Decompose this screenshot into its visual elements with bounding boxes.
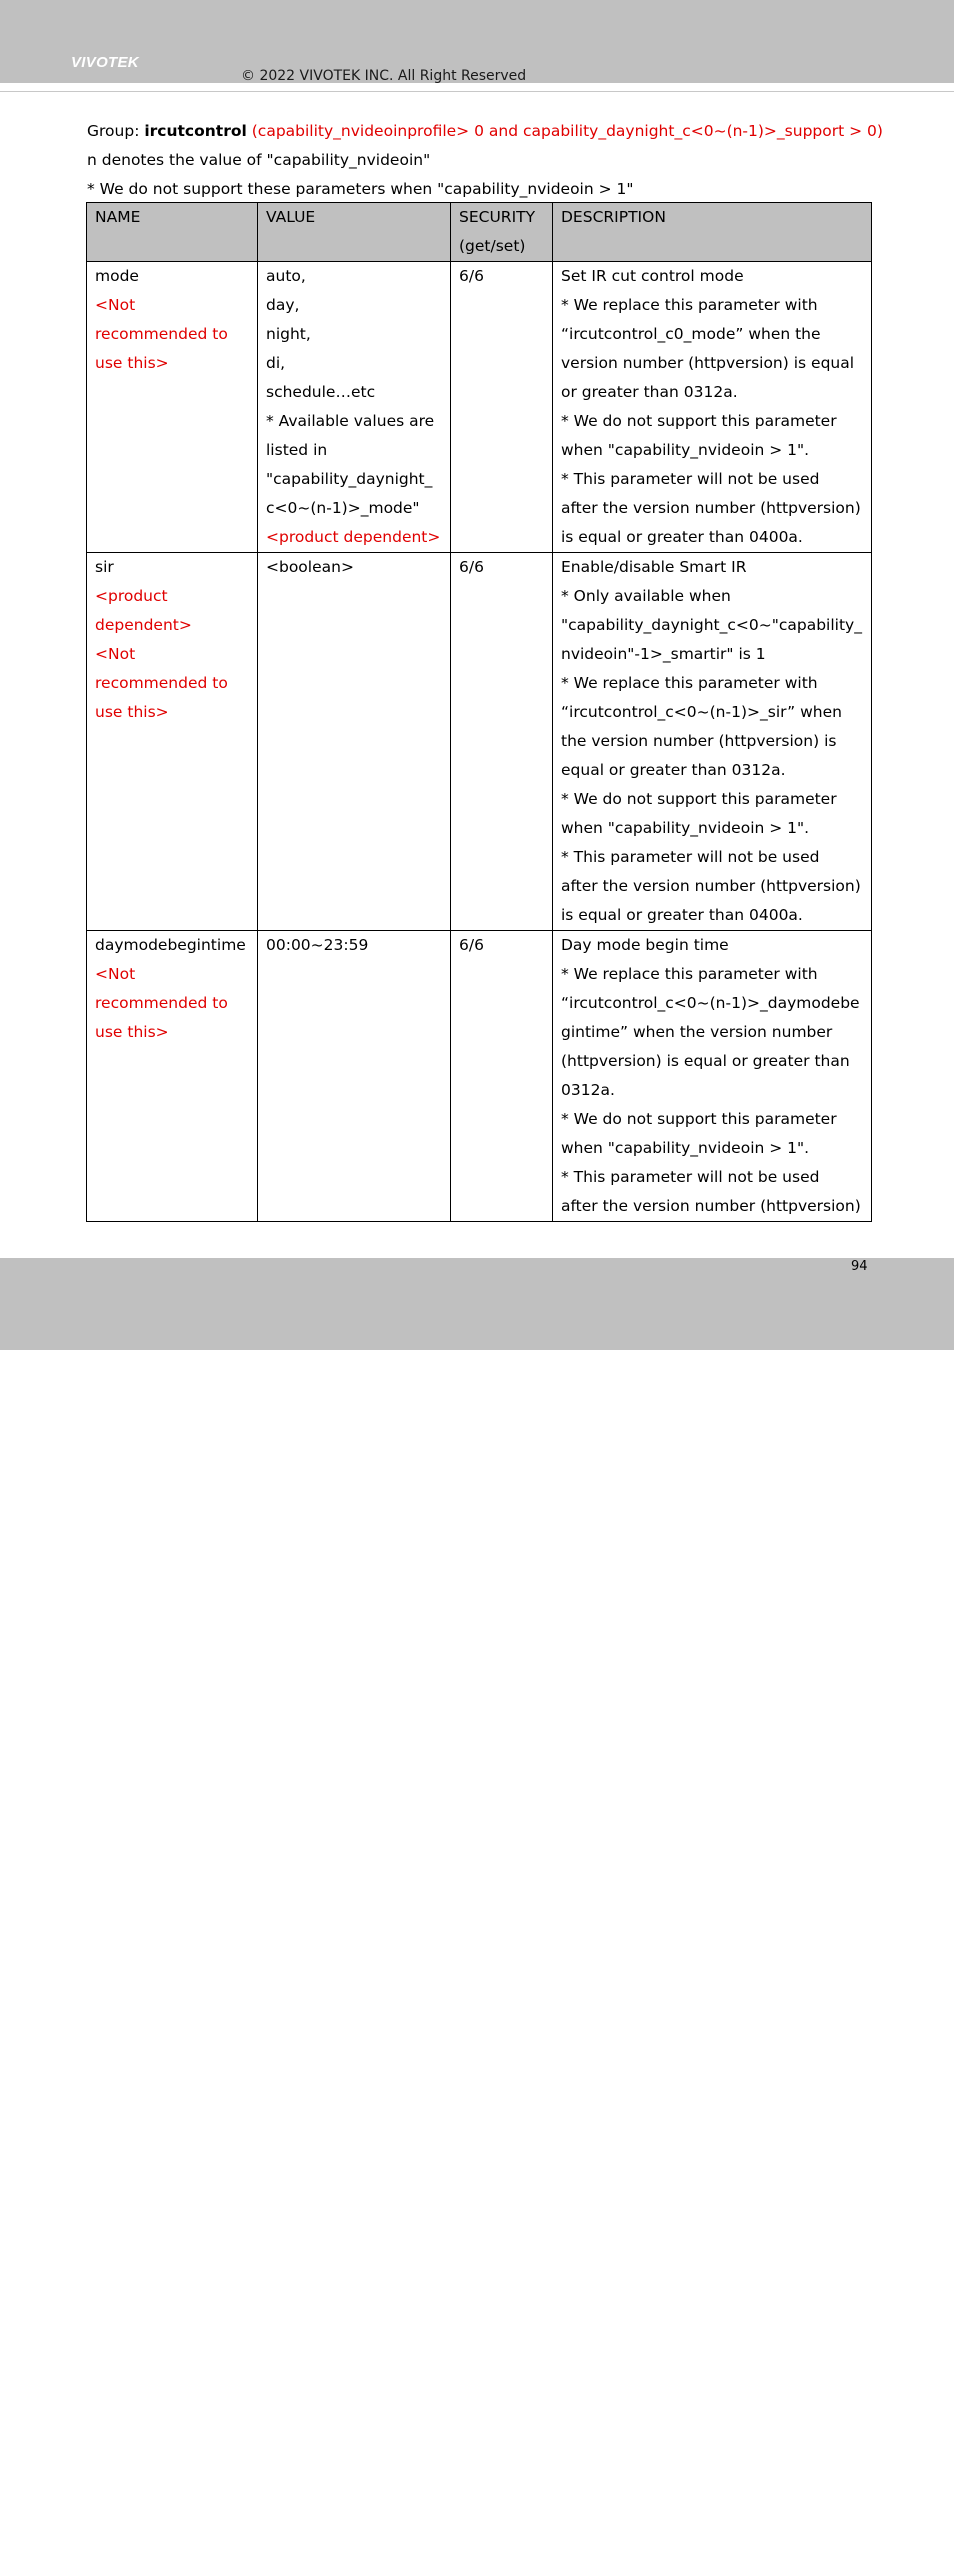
param-description-line: * Only available when (561, 587, 731, 605)
param-description-line: after the version number (httpversion) (561, 499, 861, 517)
cell-security (451, 553, 553, 931)
cell-description (553, 262, 872, 553)
param-value-line: schedule…etc (266, 383, 376, 401)
brand-logo-text: VIVOTEK (71, 54, 139, 71)
param-name-note: recommended to (95, 674, 228, 692)
param-value-line: c<0~(n-1)>_mode" (266, 499, 420, 517)
param-description-line: gintime” when the version number (561, 1023, 833, 1041)
param-description-line: “ircutcontrol_c<0~(n-1)>_daymodebe (561, 994, 860, 1012)
param-value-line: listed in (266, 441, 328, 459)
group-line (87, 117, 887, 146)
param-name-note: <Not (95, 645, 136, 663)
param-name-note: <Not (95, 965, 136, 983)
param-name-note: recommended to (95, 325, 228, 343)
group-condition: (capability_nvideoinprofile> 0 and capability_daynight_c<0~(n-1)>_support > 0) (246, 122, 883, 140)
param-description-line: nvideoin"-1>_smartir" is 1 (561, 645, 766, 663)
param-name-note: use this> (95, 1023, 169, 1041)
header-security-line2: (get/set) (459, 237, 526, 255)
param-security: 6/6 (459, 558, 484, 576)
copyright-text: © 2022 VIVOTEK INC. All Right Reserved (241, 68, 527, 84)
header-security-line1: SECURITY (459, 208, 536, 226)
cell-value (258, 931, 451, 1222)
page-header (0, 0, 954, 83)
param-description-line: “ircutcontrol_c<0~(n-1)>_sir” when (561, 703, 842, 721)
param-value-line: day, (266, 296, 300, 314)
param-description-line: version number (httpversion) is equal (561, 354, 855, 372)
param-value-line: auto, (266, 267, 306, 285)
param-description-line: * We do not support this parameter (561, 412, 837, 430)
group-intro (87, 117, 887, 204)
param-value-line: 00:00~23:59 (266, 936, 369, 954)
param-name: mode (95, 267, 139, 285)
param-description-line: * We replace this parameter with (561, 674, 818, 692)
param-description-line: Day mode begin time (561, 936, 729, 954)
cell-value (258, 262, 451, 553)
param-security: 6/6 (459, 936, 484, 954)
param-description-line: equal or greater than 0312a. (561, 761, 786, 779)
param-value-line: "capability_daynight_ (266, 470, 433, 488)
param-description-line: 0312a. (561, 1081, 615, 1099)
table-header-row (87, 203, 872, 262)
table-row (87, 931, 872, 1222)
param-value-line: night, (266, 325, 311, 343)
group-prefix: Group: (87, 122, 145, 140)
param-description-line: * We replace this parameter with (561, 965, 818, 983)
param-description-line: is equal or greater than 0400a. (561, 528, 803, 546)
param-name-note: <product (95, 587, 168, 605)
param-value-line: <boolean> (266, 558, 354, 576)
header-divider (0, 91, 954, 92)
param-security: 6/6 (459, 267, 484, 285)
param-name: daymodebegintime (95, 936, 246, 954)
cell-name (87, 553, 258, 931)
param-name-note: <Not (95, 296, 136, 314)
cell-security (451, 262, 553, 553)
param-description-line: after the version number (httpversion) (561, 1197, 861, 1215)
param-description-line: after the version number (httpversion) (561, 877, 861, 895)
cell-name (87, 931, 258, 1222)
param-description-line: * We do not support this parameter (561, 790, 837, 808)
cell-name (87, 262, 258, 553)
param-description-line: * We replace this parameter with (561, 296, 818, 314)
table-row (87, 553, 872, 931)
param-description-line: when "capability_nvideoin > 1". (561, 441, 810, 459)
param-value-note: <product dependent> (266, 528, 441, 546)
group-name: ircutcontrol (144, 122, 247, 140)
header-value: VALUE (258, 203, 451, 262)
param-description-line: Set IR cut control mode (561, 267, 744, 285)
param-name: sir (95, 558, 114, 576)
cell-value (258, 553, 451, 931)
cell-description (553, 931, 872, 1222)
param-name-note: use this> (95, 703, 169, 721)
param-description-line: * We do not support this parameter (561, 1110, 837, 1128)
page-footer (0, 1258, 954, 2549)
page-number: 94 (851, 1259, 868, 1274)
cell-description (553, 553, 872, 931)
param-description-line: when "capability_nvideoin > 1". (561, 1139, 810, 1157)
param-description-line: the version number (httpversion) is (561, 732, 837, 750)
param-name-note: recommended to (95, 994, 228, 1012)
parameter-table (86, 202, 872, 1222)
param-name-note: dependent> (95, 616, 192, 634)
param-description-line: * This parameter will not be used (561, 848, 820, 866)
cell-security (451, 931, 553, 1222)
param-description-line: * This parameter will not be used (561, 1168, 820, 1186)
table-row (87, 262, 872, 553)
param-description-line: Enable/disable Smart IR (561, 558, 747, 576)
param-value-line: di, (266, 354, 286, 372)
header-security (451, 203, 553, 262)
param-description-line: “ircutcontrol_c0_mode” when the (561, 325, 821, 343)
param-description-line: when "capability_nvideoin > 1". (561, 819, 810, 837)
note-n: n denotes the value of "capability_nvideoin" (87, 151, 431, 169)
param-description-line: "capability_daynight_c<0~"capability_ (561, 616, 862, 634)
header-description: DESCRIPTION (553, 203, 872, 262)
param-description-line: * This parameter will not be used (561, 470, 820, 488)
manual-label: 224 - User's Manual (70, 2533, 195, 2549)
header-name: NAME (87, 203, 258, 262)
param-description-line: is equal or greater than 0400a. (561, 906, 803, 924)
param-value-line: * Available values are (266, 412, 435, 430)
note-support: * We do not support these parameters when "capability_nvideoin > 1" (87, 180, 634, 198)
param-description-line: or greater than 0312a. (561, 383, 738, 401)
param-name-note: use this> (95, 354, 169, 372)
param-description-line: (httpversion) is equal or greater than (561, 1052, 850, 1070)
